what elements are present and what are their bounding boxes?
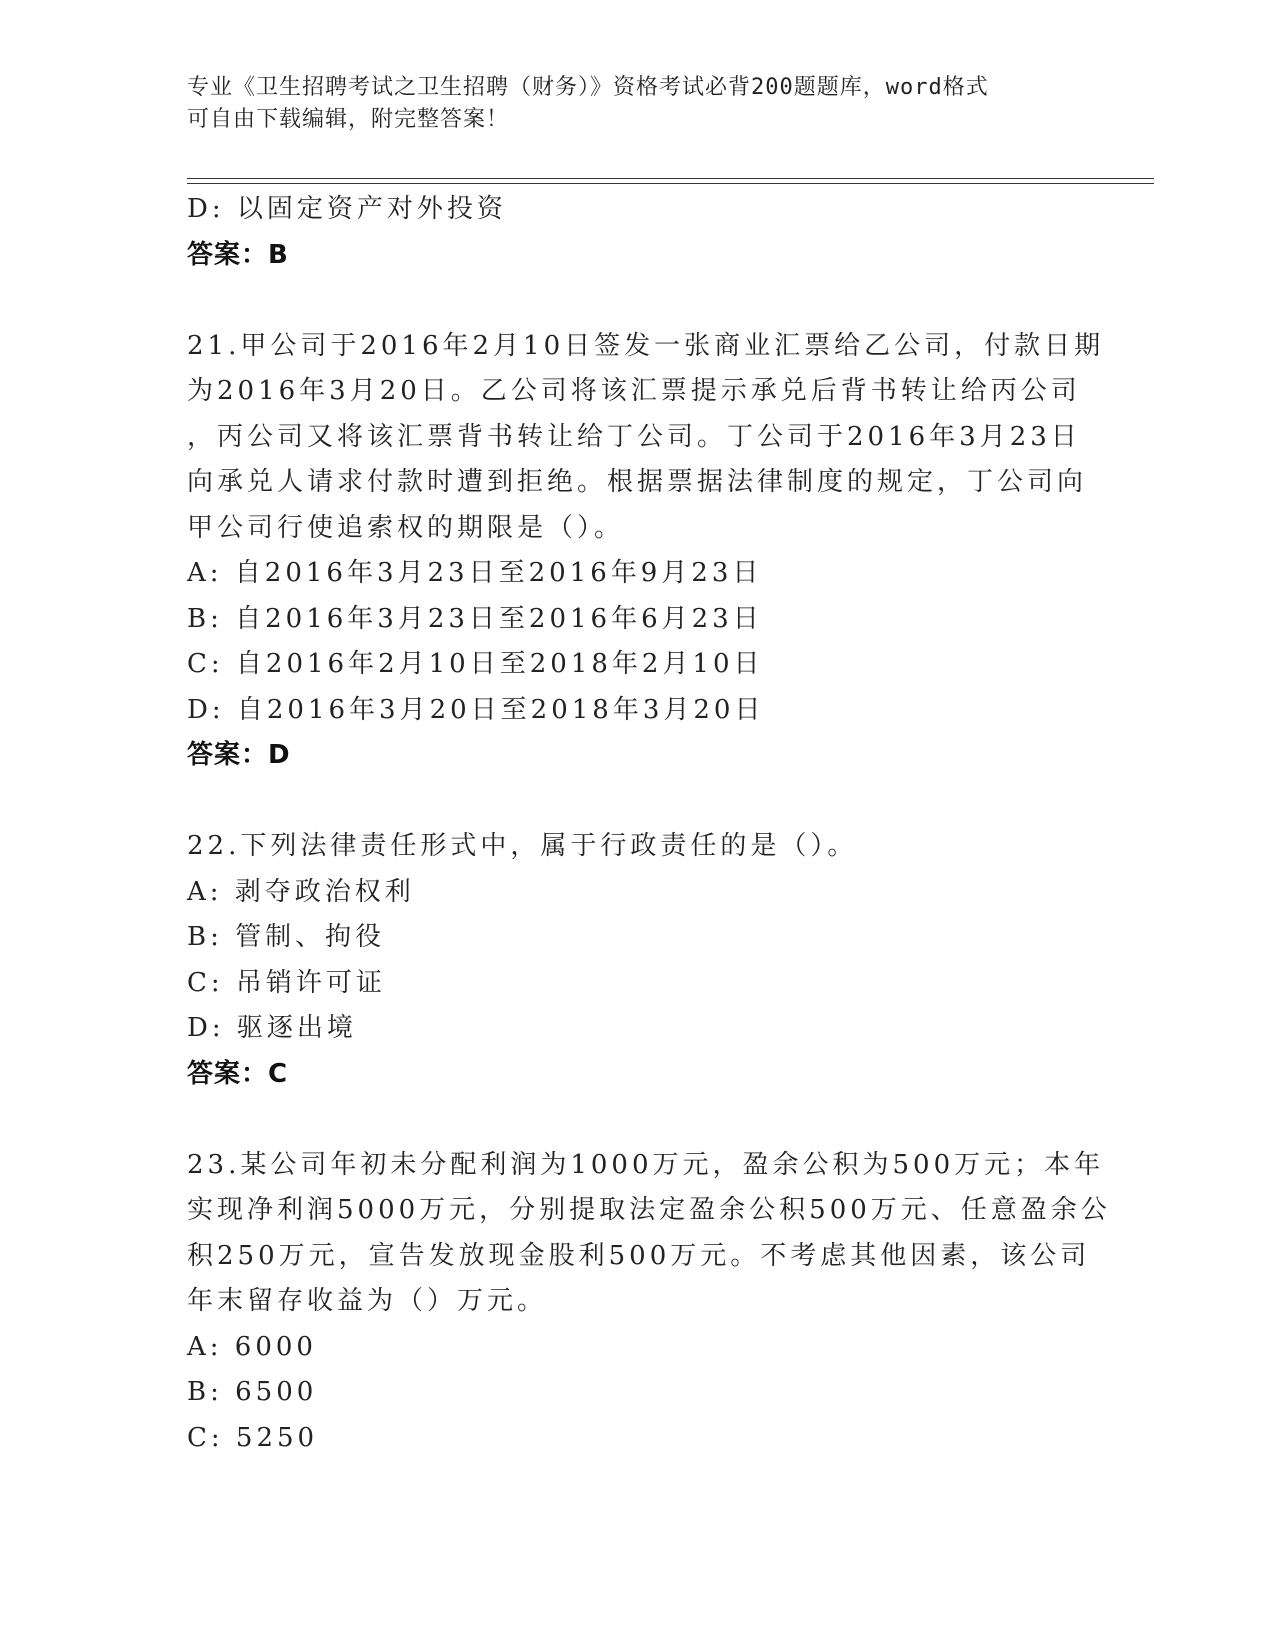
answer-line: 答案：B — [187, 239, 289, 270]
option-d: D: 自2016年3月20日至2018年3月20日 — [187, 694, 765, 725]
option-a: A: 自2016年3月23日至2016年9月23日 — [187, 558, 763, 588]
question-stem-line: ，丙公司又将该汇票背书转让给丁公司。丁公司于2016年3月23日 — [187, 421, 1081, 452]
question-stem-line: 22.下列法律责任形式中，属于行政责任的是（）。 — [187, 831, 858, 861]
header-divider-top — [187, 178, 1154, 179]
header-divider-bottom — [187, 183, 1154, 184]
question-stem-line: 21.甲公司于2016年2月10日签发一张商业汇票给乙公司，付款日期 — [187, 330, 1105, 361]
question-stem-line: 23.某公司年初未分配利润为1000万元，盈余公积为500万元；本年 — [187, 1149, 1105, 1180]
document-header — [187, 72, 1087, 136]
option-b: B: 6500 — [187, 1377, 318, 1407]
option-a: A: 剥夺政治权利 — [187, 876, 415, 907]
question-20-tail — [187, 187, 1087, 278]
answer-line: 答案：D — [187, 740, 291, 770]
option-d: D: 以固定资产对外投资 — [187, 194, 507, 224]
question-21 — [187, 324, 1105, 779]
option-b: B: 管制、拘役 — [187, 922, 386, 952]
spacer — [187, 278, 1087, 324]
question-stem-line: 为2016年3月20日。乙公司将该汇票提示承兑后背书转让给丙公司 — [187, 376, 1081, 406]
question-stem-line: 向承兑人请求付款时遭到拒绝。根据票据法律制度的规定，丁公司向 — [187, 467, 1088, 497]
option-d: D: 驱逐出境 — [187, 1013, 357, 1043]
question-stem-line: 积250万元，宣告发放现金股利500万元。不考虑其他因素，该公司 — [187, 1240, 1091, 1271]
option-c: C: 自2016年2月10日至2018年2月10日 — [187, 649, 764, 679]
question-22 — [187, 824, 1087, 1097]
question-stem-line: 实现净利润5000万元，分别提取法定盈余公积500万元、任意盈余公 — [187, 1195, 1111, 1225]
header-line-2: 可自由下载编辑，附完整答案！ — [187, 107, 510, 132]
option-c: C: 吊销许可证 — [187, 967, 386, 998]
question-content — [187, 187, 1111, 1461]
option-a: A: 6000 — [187, 1331, 317, 1362]
spacer — [187, 1097, 1087, 1143]
question-23 — [187, 1143, 1111, 1462]
question-stem-line: 甲公司行使追索权的期限是（）。 — [187, 512, 625, 543]
spacer — [187, 779, 1087, 825]
option-c: C: 5250 — [187, 1422, 319, 1453]
header-line-1: 专业《卫生招聘考试之卫生招聘（财务）》资格考试必背200题题库，word格式 — [187, 75, 989, 100]
question-stem-line: 年末留存收益为（）万元。 — [187, 1286, 548, 1316]
option-b: B: 自2016年3月23日至2016年6月23日 — [187, 603, 763, 634]
answer-line: 答案：C — [187, 1058, 289, 1089]
